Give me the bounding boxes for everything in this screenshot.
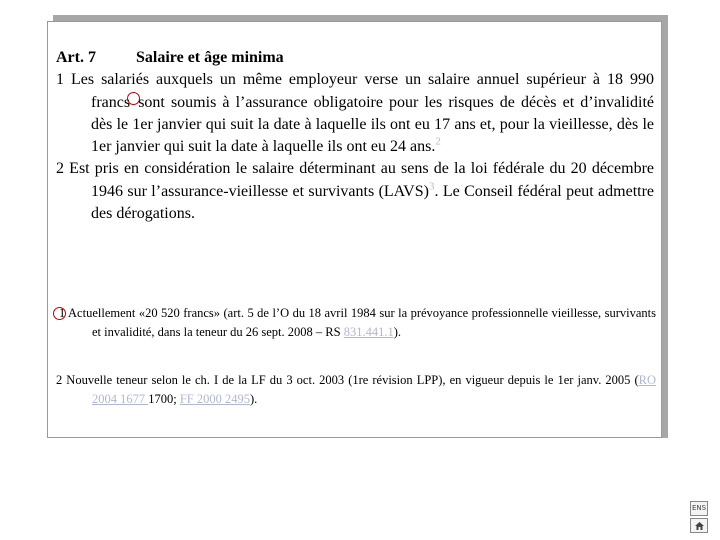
article-number: Art. 7: [56, 49, 96, 66]
document-page: [47, 21, 662, 438]
paragraph-2-text-a: 2 Est pris en considération le salaire déterminant au sens de la loi fédérale du 20 décembre 1946 sur l’assurance-vieillesse et survivants (LAVS): [56, 160, 654, 200]
paragraph-1-text-b: sont soumis à l’assurance obligatoire pour les risques de décès et d’invalidité dès le 1er janvier qui suit la date à laquelle ils ont eu 17 ans et, pour la vieillesse, dès le 1er janvier qui suit la date à laquelle ils ont eu 24 ans.: [91, 93, 654, 156]
highlight-circle-icon: [53, 307, 66, 320]
footnote-ref-2[interactable]: 2: [435, 135, 441, 148]
footnote-1-text-b: ).: [393, 325, 401, 339]
footnote-ref-3[interactable]: 3: [428, 180, 435, 193]
footnote-2-link-ro[interactable]: RO 2004 1677: [92, 373, 656, 406]
article-title: Salaire et âge minima: [136, 49, 284, 66]
nav-home-button[interactable]: [690, 518, 708, 533]
article-heading: [56, 47, 654, 69]
footnote-1-text-a: Actuellement «20 520 francs» (art. 5 de l’O du 18 avril 1984 sur la prévoyance professionnelle vieillesse, survivants et invalidité, dans la teneur du 26 sept. 2008 – RS: [65, 306, 656, 339]
footnote-1-number: 1: [59, 306, 66, 320]
footnote-2: [56, 371, 656, 409]
paragraph-2: [56, 158, 654, 225]
footnote-1-link[interactable]: 831.441.1: [343, 325, 394, 339]
footnote-2-text-b: 1700;: [148, 392, 180, 406]
paragraph-1-text-a: 1 Les salariés auxquels un même employeur verse un salaire annuel supérieur à 18 990 francs: [56, 71, 654, 111]
home-icon: [695, 522, 704, 530]
footnote-2-text-c: ).: [250, 392, 258, 406]
footnote-2-text-a: 2 Nouvelle teneur selon le ch. I de la LF du 3 oct. 2003 (1re révision LPP), en vigueur depuis le 1er janv. 2005 (: [56, 373, 639, 387]
paragraph-2-text-b: . Le Conseil fédéral peut admettre des dérogations.: [91, 182, 655, 223]
paragraph-1: [56, 69, 654, 158]
footnote-1: [56, 304, 656, 342]
nav-back-button[interactable]: [690, 501, 708, 516]
nav-back-label: ENS: [691, 504, 707, 512]
footnote-2-link-ff[interactable]: FF 2000 2495: [179, 392, 251, 406]
article-body: [56, 47, 654, 225]
